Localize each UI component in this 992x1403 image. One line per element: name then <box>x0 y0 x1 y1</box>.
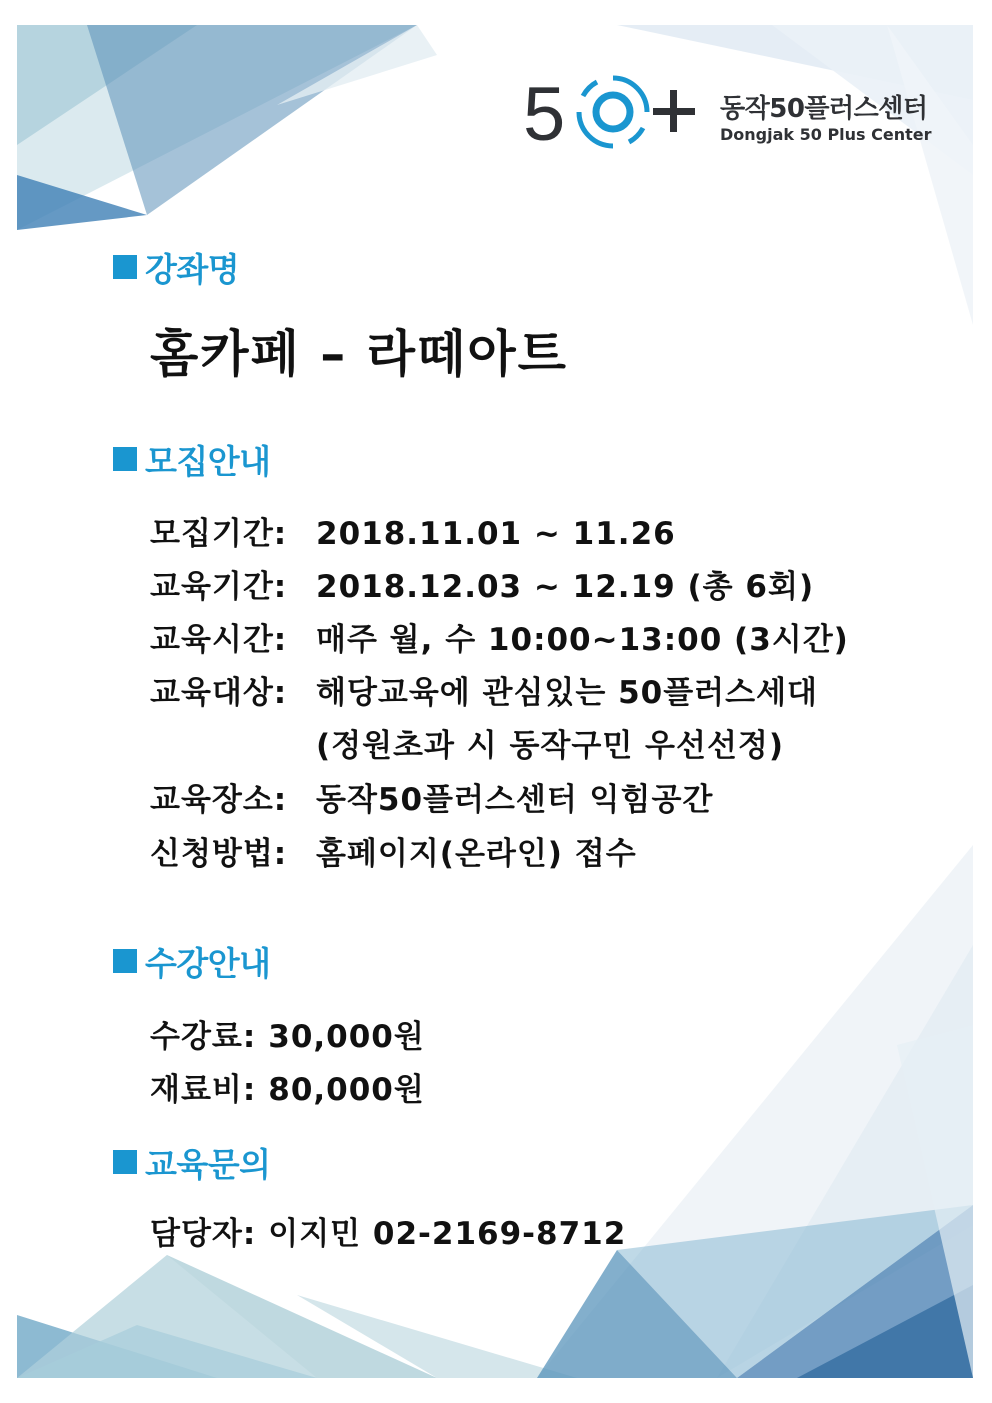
info-label: 모집기간: <box>150 516 288 552</box>
blue-square-icon <box>113 255 137 279</box>
info-value: 2018.11.01 ~ 11.26 <box>316 516 676 552</box>
section-heading: 수강안내 <box>145 943 271 983</box>
info-label: 교육시간: <box>150 622 288 658</box>
info-row-location <box>150 774 713 816</box>
info-row-materials <box>150 1064 425 1106</box>
section-inquiry <box>113 1140 271 1184</box>
info-value: 해당교육에 관심있는 50플러스세대 <box>316 675 818 711</box>
center-logo <box>523 62 943 162</box>
info-value: 2018.12.03 ~ 12.19 (총 6회) <box>316 569 815 605</box>
logo-name-english: Dongjak 50 Plus Center <box>720 125 932 144</box>
info-row-education-period <box>150 561 814 603</box>
info-value: 동작50플러스센터 익힘공간 <box>316 782 714 818</box>
section-heading: 강좌명 <box>145 249 240 289</box>
info-label: 재료비: <box>150 1072 257 1108</box>
blue-square-icon <box>113 447 137 471</box>
section-heading: 모집안내 <box>145 441 271 481</box>
info-label: 신청방법: <box>150 836 288 872</box>
info-row-application <box>150 828 637 870</box>
info-value: (정원초과 시 동작구민 우선선정) <box>316 728 785 764</box>
blue-square-icon <box>113 949 137 973</box>
section-heading: 교육문의 <box>145 1144 271 1184</box>
info-label: 교육대상: <box>150 675 288 711</box>
blue-square-icon <box>113 1150 137 1174</box>
info-row-recruit-period <box>150 508 676 550</box>
info-row-target-note <box>316 720 784 762</box>
info-row-education-time <box>150 614 849 656</box>
section-course-name <box>113 245 239 289</box>
info-value: 매주 월, 수 10:00~13:00 (3시간) <box>316 622 849 658</box>
fifty-plus-logo-icon <box>523 62 698 162</box>
info-label: 교육기간: <box>150 569 288 605</box>
section-recruitment <box>113 437 271 481</box>
info-value: 30,000원 <box>268 1019 425 1055</box>
logo-five-digit: 5 <box>523 72 566 157</box>
logo-name-korean: 동작50플러스센터 <box>720 94 928 124</box>
info-value: 80,000원 <box>268 1072 425 1108</box>
info-label: 교육장소: <box>150 782 288 818</box>
info-label: 수강료: <box>150 1019 257 1055</box>
info-row-tuition <box>150 1011 425 1053</box>
info-value: 이지민 02-2169-8712 <box>268 1216 627 1252</box>
info-label: 담당자: <box>150 1216 257 1252</box>
course-title: 홈카페 – 라떼아트 <box>150 325 568 383</box>
info-row-target <box>150 667 818 709</box>
info-row-contact <box>150 1208 626 1250</box>
section-fees <box>113 939 271 983</box>
info-value: 홈페이지(온라인) 접수 <box>316 836 637 872</box>
